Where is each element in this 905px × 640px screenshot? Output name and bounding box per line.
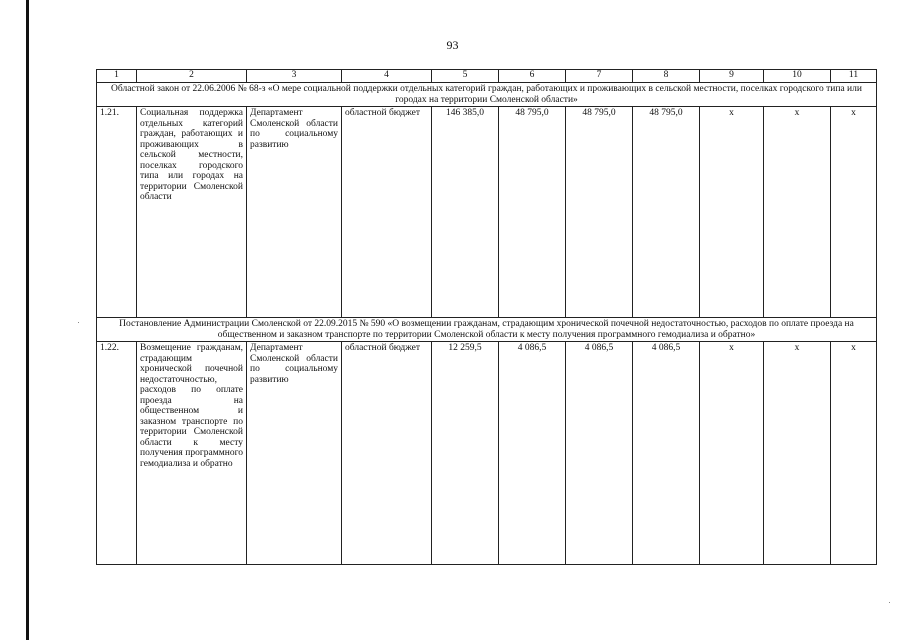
section-heading-row bbox=[97, 318, 877, 342]
measure-name: Социальная поддержка отдельных категорий граждан, работающих и проживающих в сельской местности, поселках городского типа или городах на территории Смоленской области bbox=[137, 107, 247, 318]
year-amount: 48 795,0 bbox=[633, 107, 700, 318]
column-number-row bbox=[97, 70, 877, 83]
cell-x: x bbox=[700, 107, 764, 318]
executor: Департамент Смоленской области по социальному развитию bbox=[247, 107, 342, 318]
scan-edge-bar bbox=[26, 0, 29, 640]
column-header: 3 bbox=[247, 70, 342, 83]
table-row bbox=[97, 107, 877, 318]
year-amount: 48 795,0 bbox=[499, 107, 566, 318]
cell-x: x bbox=[764, 342, 831, 565]
cell-x: x bbox=[831, 342, 877, 565]
cell-x: x bbox=[831, 107, 877, 318]
funding-source: областной бюджет bbox=[342, 342, 432, 565]
total-amount: 12 259,5 bbox=[432, 342, 499, 565]
column-header: 10 bbox=[764, 70, 831, 83]
column-header: 1 bbox=[97, 70, 137, 83]
column-header: 2 bbox=[137, 70, 247, 83]
year-amount: 4 086,5 bbox=[633, 342, 700, 565]
measure-name: Возмещение гражданам, страдающим хронической почечной недостаточностью, расходов по оплате проезда на общественном и заказном транспорте по территории Смоленской области к месту получения программного гемодиализа и обратно bbox=[137, 342, 247, 565]
cell-x: x bbox=[700, 342, 764, 565]
row-number: 1.22. bbox=[97, 342, 137, 565]
scan-speck bbox=[889, 602, 890, 603]
funding-source: областной бюджет bbox=[342, 107, 432, 318]
column-header: 11 bbox=[831, 70, 877, 83]
column-header: 6 bbox=[499, 70, 566, 83]
table-row bbox=[97, 342, 877, 565]
budget-table bbox=[96, 69, 877, 565]
row-number: 1.21. bbox=[97, 107, 137, 318]
section-heading: Постановление Администрации Смоленской от 22.09.2015 № 590 «О возмещении гражданам, страдающим хронической почечной недостаточностью, расходов по оплате проезда на общественном и заказном транспорте по территории Смоленской области к месту получения программного гемодиализа и обратно» bbox=[97, 318, 877, 342]
column-header: 4 bbox=[342, 70, 432, 83]
section-heading-row bbox=[97, 83, 877, 107]
total-amount: 146 385,0 bbox=[432, 107, 499, 318]
cell-x: x bbox=[764, 107, 831, 318]
section-heading: Областной закон от 22.06.2006 № 68-з «О мере социальной поддержки отдельных категорий граждан, работающих и проживающих в сельской местности, поселках городского типа или городах на территории Смоленской области» bbox=[97, 83, 877, 107]
column-header: 5 bbox=[432, 70, 499, 83]
executor: Департамент Смоленской области по социальному развитию bbox=[247, 342, 342, 565]
column-header: 9 bbox=[700, 70, 764, 83]
year-amount: 4 086,5 bbox=[566, 342, 633, 565]
page-number: 93 bbox=[446, 38, 459, 52]
year-amount: 4 086,5 bbox=[499, 342, 566, 565]
scan-speck bbox=[78, 322, 79, 323]
year-amount: 48 795,0 bbox=[566, 107, 633, 318]
column-header: 8 bbox=[633, 70, 700, 83]
column-header: 7 bbox=[566, 70, 633, 83]
